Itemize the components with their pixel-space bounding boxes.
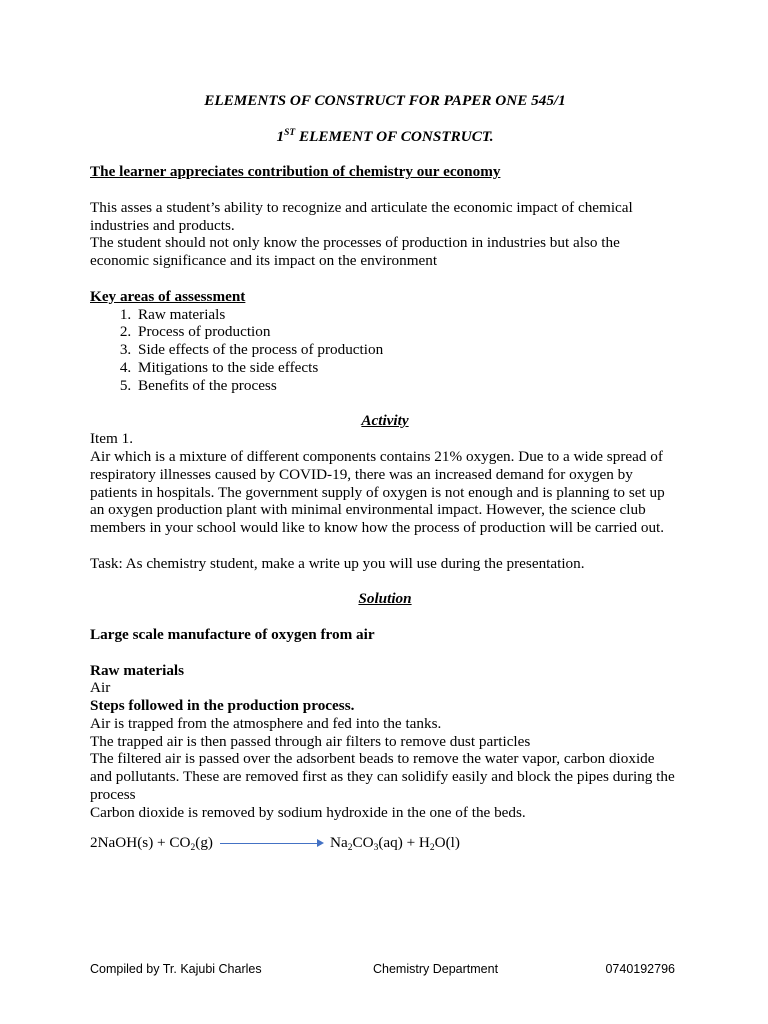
learner-heading: The learner appreciates contribution of chemistry our economy <box>90 163 501 181</box>
item-text: Air which is a mixture of different components contains 21% oxygen. Due to a wide spread of respiratory illnesses caused by COVID-19, there was an increased demand for oxygen by patients in hospitals. The government supply of oxygen is not enough and is planning to set up an oxygen production plant with minimal environmental impact. However, the science club members in your school would like to know how the process of production will be carried out. <box>90 447 665 537</box>
equation-products <box>330 834 460 852</box>
reactant-text-a: 2NaOH(s) + CO <box>90 833 191 851</box>
step-line: Air is trapped from the atmosphere and fed into the tanks. <box>90 714 442 732</box>
product-sub: 2 <box>347 842 353 853</box>
item-label: Item 1. <box>90 430 134 448</box>
key-areas-list <box>90 306 680 395</box>
product-sub: 2 <box>429 842 435 853</box>
list-item: 1. Raw materials <box>135 306 680 324</box>
list-item: 4. Mitigations to the side effects <box>135 359 680 377</box>
step-line: Carbon dioxide is removed by sodium hydroxide in the one of the beds. <box>90 803 526 821</box>
element-number: 1 <box>276 127 285 145</box>
product-text: (aq) + H <box>378 833 430 851</box>
raw-materials-value: Air <box>90 679 111 697</box>
steps-heading: Steps followed in the production process. <box>90 697 355 715</box>
product-text: CO <box>352 833 374 851</box>
raw-materials-heading: Raw materials <box>90 661 185 679</box>
product-sub: 3 <box>373 842 379 853</box>
element-ordinal: ST <box>284 127 296 138</box>
equation-reactants <box>90 834 213 852</box>
step-line: The filtered air is passed over the adsorbent beads to remove the water vapor, carbon dioxide and pollutants. These are removed first as they can solidify easily and block the pipes during the process <box>90 750 675 804</box>
list-item: 5. Benefits of the process <box>135 377 680 395</box>
element-heading-text: ELEMENT OF CONSTRUCT. <box>295 127 494 145</box>
reactant-sub: 2 <box>190 842 196 853</box>
product-text: O(l) <box>434 833 460 851</box>
activity-heading: Activity <box>361 412 409 430</box>
task-text: Task: As chemistry student, make a write up you will use during the presentation. <box>90 554 585 572</box>
footer-author: Compiled by Tr. Kajubi Charles <box>90 962 262 976</box>
product-text: Na <box>330 833 348 851</box>
step-line: The trapped air is then passed through air filters to remove dust particles <box>90 732 531 750</box>
solution-heading: Solution <box>358 590 412 608</box>
footer-phone: 0740192796 <box>605 962 675 976</box>
key-areas-heading: Key areas of assessment <box>90 287 246 305</box>
list-item: 2. Process of production <box>135 323 680 341</box>
solution-title: Large scale manufacture of oxygen from air <box>90 625 375 643</box>
intro-paragraph-2: The student should not only know the processes of production in industries but also the economic significance and its impact on the environment <box>90 234 620 270</box>
reactant-text-b: (g) <box>195 833 213 851</box>
reaction-arrow-icon <box>220 838 324 848</box>
document-title: ELEMENTS OF CONSTRUCT FOR PAPER ONE 545/1 <box>204 92 566 109</box>
footer-department: Chemistry Department <box>373 962 499 976</box>
document-page <box>90 92 680 851</box>
chemical-equation <box>90 834 680 852</box>
element-heading <box>90 128 680 146</box>
list-item: 3. Side effects of the process of production <box>135 341 680 359</box>
intro-paragraph-1: This asses a student’s ability to recognize and articulate the economic impact of chemical industries and products. <box>90 198 633 234</box>
